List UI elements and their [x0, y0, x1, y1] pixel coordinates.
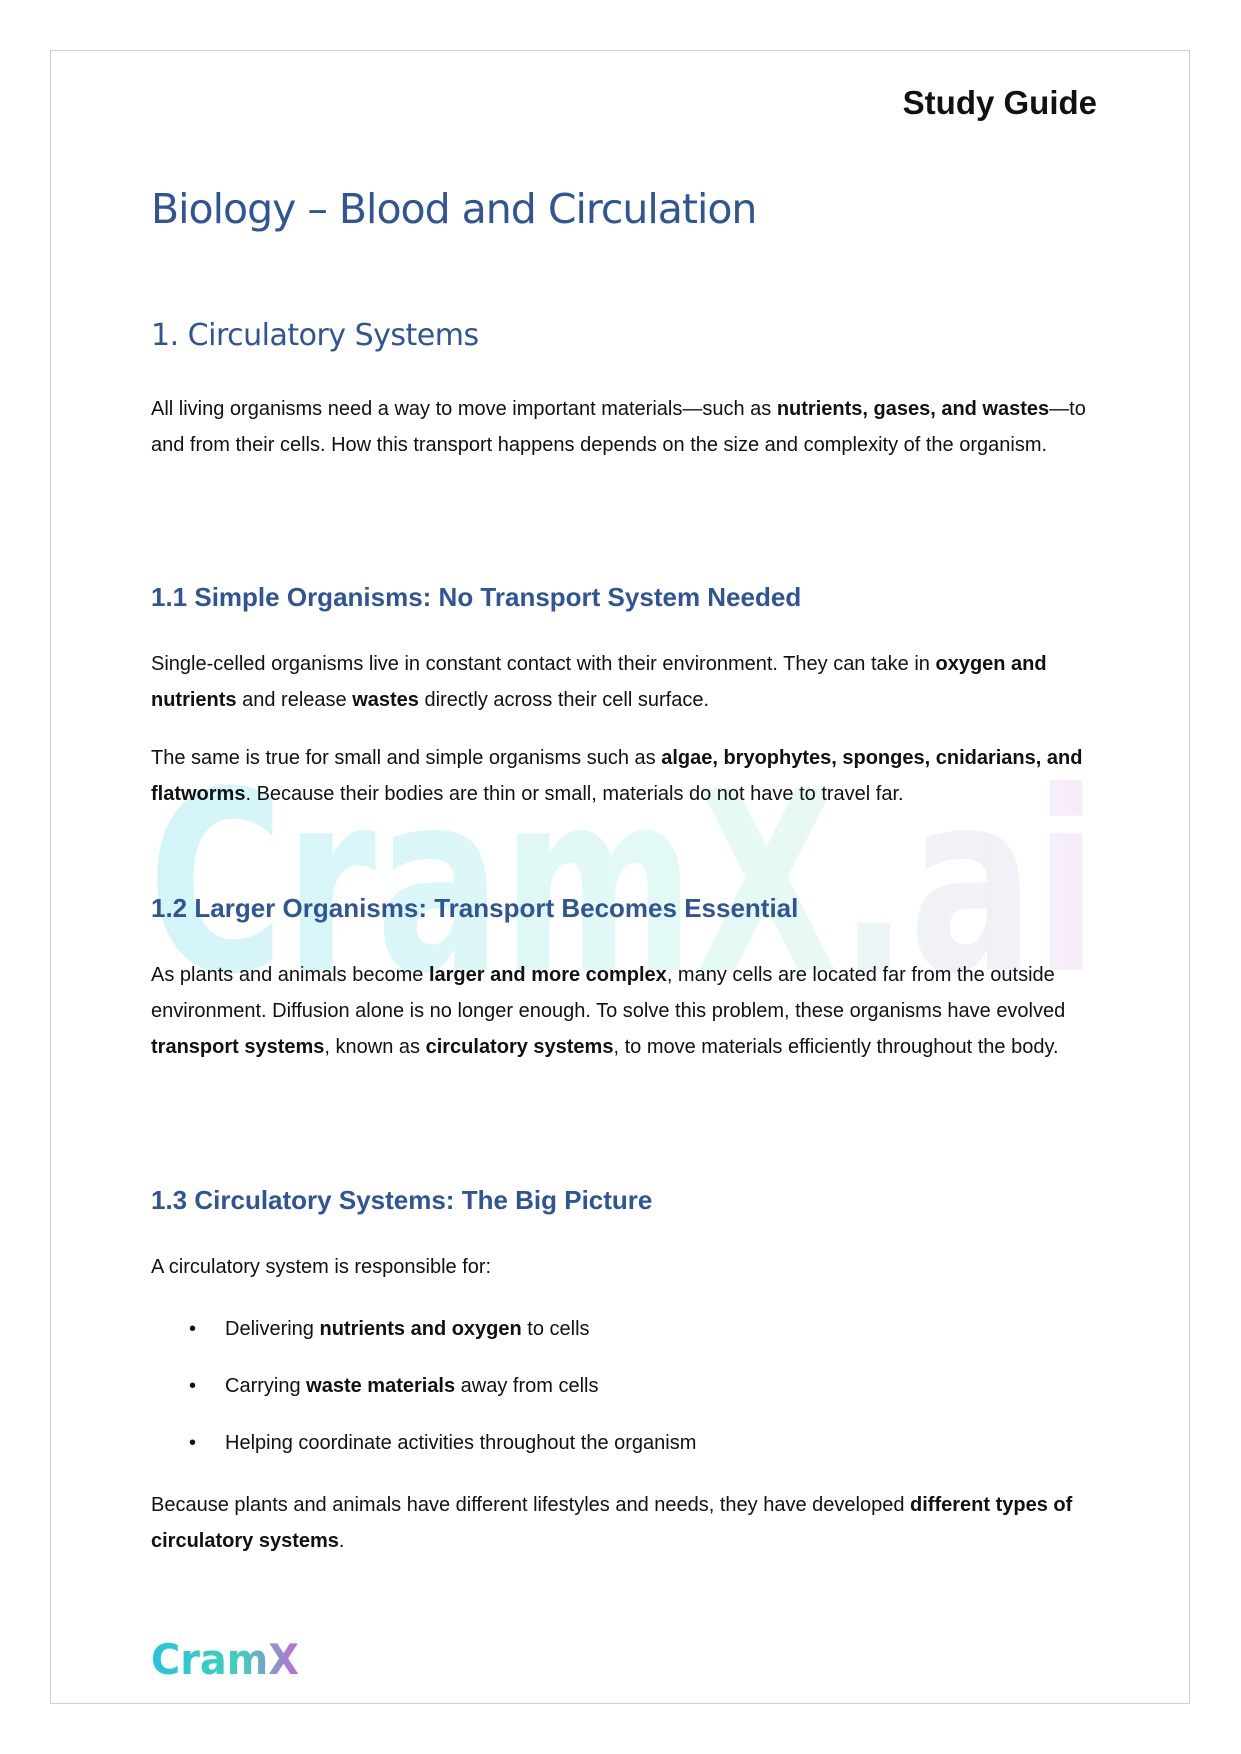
- section-1-paragraph: All living organisms need a way to move important materials—such as nutrients, gases, and wastes—to and from their cells. How this transport happens depends on the size and complexity of the organism.: [151, 398, 1086, 456]
- cramx-logo: [151, 1634, 301, 1682]
- bullet-icon: •: [189, 1432, 197, 1454]
- bullet-icon: •: [189, 1318, 197, 1340]
- section-1-2-paragraph: As plants and animals become larger and more complex, many cells are located far from the outside environment. Diffusion alone is no longer enough. To solve this problem, these organisms have evolved transport systems, known as circulatory systems, to move materials efficiently throughout the body.: [151, 964, 1066, 1058]
- logo-text: CramX: [151, 1635, 299, 1682]
- watermark-text: CramX.ai: [148, 770, 1098, 980]
- section-1-1-paragraph-1: Single-celled organisms live in constant contact with their environment. They can take in oxygen and nutrients and release wastes directly across their cell surface.: [151, 653, 1047, 711]
- section-heading-1-2: 1.2 Larger Organisms: Transport Becomes Essential: [151, 893, 799, 923]
- document-title: Biology – Blood and Circulation: [151, 185, 757, 233]
- section-heading-1-1: 1.1 Simple Organisms: No Transport System Needed: [151, 582, 802, 612]
- list-item: [151, 1431, 1051, 1488]
- bullet-icon: •: [189, 1375, 197, 1397]
- responsibilities-list: [151, 1317, 1051, 1488]
- section-heading-1-3: 1.3 Circulatory Systems: The Big Picture: [151, 1185, 653, 1215]
- list-item-text: Helping coordinate activities throughout the organism: [225, 1432, 697, 1454]
- study-guide-label: Study Guide: [902, 84, 1097, 121]
- list-item: [151, 1374, 1051, 1431]
- list-item-text: Delivering nutrients and oxygen to cells: [225, 1318, 590, 1340]
- list-item-text: Carrying waste materials away from cells: [225, 1375, 599, 1397]
- section-1-3-closing: Because plants and animals have different lifestyles and needs, they have developed different types of circulatory systems.: [151, 1494, 1073, 1552]
- list-item: [151, 1317, 1051, 1374]
- section-1-3-intro: A circulatory system is responsible for:: [151, 1256, 492, 1278]
- section-1-1-paragraph-2: The same is true for small and simple organisms such as algae, bryophytes, sponges, cnidarians, and flatworms. Because their bodies are thin or small, materials do not have to travel far.: [151, 747, 1083, 805]
- section-heading-1: 1. Circulatory Systems: [151, 318, 479, 353]
